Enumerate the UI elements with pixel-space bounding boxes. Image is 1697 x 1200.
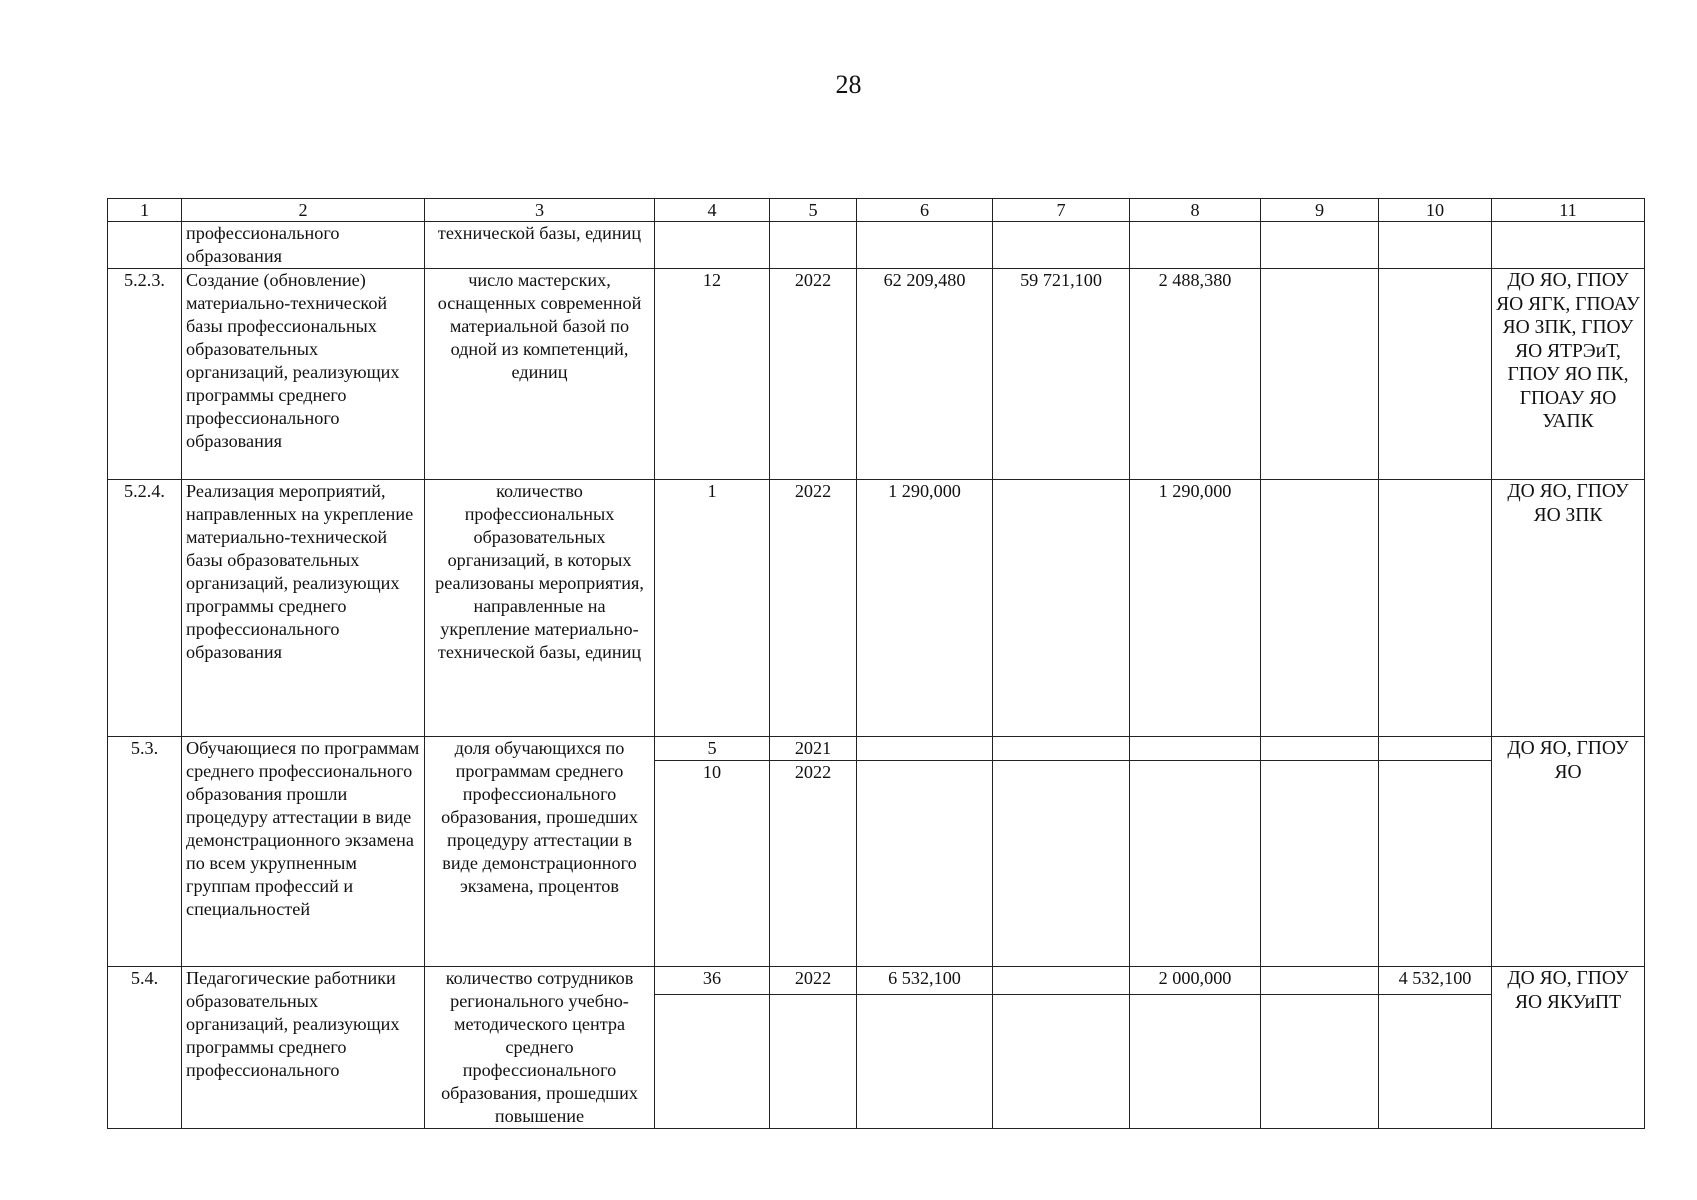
cell: [1130, 761, 1261, 967]
header-cell: 9: [1261, 199, 1379, 222]
row-value: 36: [655, 967, 770, 995]
cell: [1379, 222, 1492, 269]
cell: [1261, 994, 1379, 1128]
row-name: Обучающиеся по программам среднего профессионального образования прошли процедуру аттестации в виде демонстрационного экзамена по всем укрупненным группам профессий и специальностей: [182, 737, 425, 967]
header-cell: 4: [655, 199, 770, 222]
row-col7: [993, 480, 1130, 737]
row-name: Создание (обновление) материально-технической базы профессиональных образовательных организаций, реализующих программы среднего профессионального образования: [182, 269, 425, 480]
row-col6: 1 290,000: [857, 480, 993, 737]
row-number: 5.2.4.: [108, 480, 182, 737]
row-col9: [1261, 480, 1379, 737]
cell: [655, 222, 770, 269]
row-name: Педагогические работники образовательных организаций, реализующих программы среднего профессионального: [182, 967, 425, 1129]
row-number: [108, 222, 182, 269]
row-col9: [1261, 269, 1379, 480]
cell: [857, 761, 993, 967]
cell: [993, 761, 1130, 967]
cell: [770, 222, 857, 269]
row-col10: [1379, 269, 1492, 480]
program-table: [107, 198, 1645, 1129]
cell: [770, 994, 857, 1128]
row-executor: ДО ЯО, ГПОУ ЯО ЗПК: [1492, 480, 1645, 737]
row-col8: 2 000,000: [1130, 967, 1261, 995]
cell: [1379, 994, 1492, 1128]
row-value: 12: [655, 269, 770, 480]
row-number: 5.2.3.: [108, 269, 182, 480]
row-indicator: количество сотрудников регионального учебно-методического центра среднего профессионального образования, прошедших повышение: [425, 967, 655, 1129]
row-col6: 62 209,480: [857, 269, 993, 480]
row-indicator: количество профессиональных образовательных организаций, в которых реализованы мероприятия, направленные на укрепление материально-технической базы, единиц: [425, 480, 655, 737]
row-executor: ДО ЯО, ГПОУ ЯО ЯГК, ГПОАУ ЯО ЗПК, ГПОУ ЯО ЯТРЭиТ, ГПОУ ЯО ПК, ГПОАУ ЯО УАПК: [1492, 269, 1645, 480]
cell: [1379, 761, 1492, 967]
row-col8: 1 290,000: [1130, 480, 1261, 737]
cell: [993, 737, 1130, 761]
header-cell: 3: [425, 199, 655, 222]
row-indicator: технической базы, единиц: [425, 222, 655, 269]
header-cell: 10: [1379, 199, 1492, 222]
row-year: 2021: [770, 737, 857, 761]
row-value: 10: [655, 761, 770, 967]
row-col10: [1379, 480, 1492, 737]
row-col8: 2 488,380: [1130, 269, 1261, 480]
cell: [1261, 222, 1379, 269]
row-indicator: число мастерских, оснащенных современной материальной базой по одной из компетенций, единиц: [425, 269, 655, 480]
header-cell: 1: [108, 199, 182, 222]
cell: [993, 994, 1130, 1128]
cell: [1130, 994, 1261, 1128]
cell: [1379, 737, 1492, 761]
table-header-row: [108, 199, 1645, 222]
row-col6: 6 532,100: [857, 967, 993, 995]
row-year: 2022: [770, 480, 857, 737]
cell: [655, 994, 770, 1128]
row-value: 5: [655, 737, 770, 761]
header-cell: 11: [1492, 199, 1645, 222]
header-cell: 8: [1130, 199, 1261, 222]
table-row: [108, 737, 1645, 761]
cell: [993, 222, 1130, 269]
row-year: 2022: [770, 761, 857, 967]
header-cell: 5: [770, 199, 857, 222]
row-executor: [1492, 222, 1645, 269]
cell: [857, 737, 993, 761]
page-number: 28: [835, 70, 862, 99]
row-number: 5.3.: [108, 737, 182, 967]
row-col10: 4 532,100: [1379, 967, 1492, 995]
row-executor: ДО ЯО, ГПОУ ЯО: [1492, 737, 1645, 967]
table-row: [108, 222, 1645, 269]
row-value: 1: [655, 480, 770, 737]
cell: [857, 994, 993, 1128]
row-col7: 59 721,100: [993, 269, 1130, 480]
table-row: [108, 269, 1645, 480]
row-col9: [1261, 967, 1379, 995]
header-cell: 2: [182, 199, 425, 222]
cell: [857, 222, 993, 269]
row-number: 5.4.: [108, 967, 182, 1129]
row-year: 2022: [770, 269, 857, 480]
row-name: Реализация мероприятий, направленных на укрепление материально-технической базы образовательных организаций, реализующих программы среднего профессионального образования: [182, 480, 425, 737]
header-cell: 7: [993, 199, 1130, 222]
row-year: 2022: [770, 967, 857, 995]
row-name: профессионального образования: [182, 222, 425, 269]
cell: [1261, 737, 1379, 761]
cell: [1130, 737, 1261, 761]
table-row: [108, 967, 1645, 995]
cell: [1130, 222, 1261, 269]
cell: [1261, 761, 1379, 967]
header-cell: 6: [857, 199, 993, 222]
row-col7: [993, 967, 1130, 995]
row-indicator: доля обучающихся по программам среднего профессионального образования, прошедших процедуру аттестации в виде демонстрационного экзамена, процентов: [425, 737, 655, 967]
table-row: [108, 480, 1645, 737]
row-executor: ДО ЯО, ГПОУ ЯО ЯКУиПТ: [1492, 967, 1645, 1129]
